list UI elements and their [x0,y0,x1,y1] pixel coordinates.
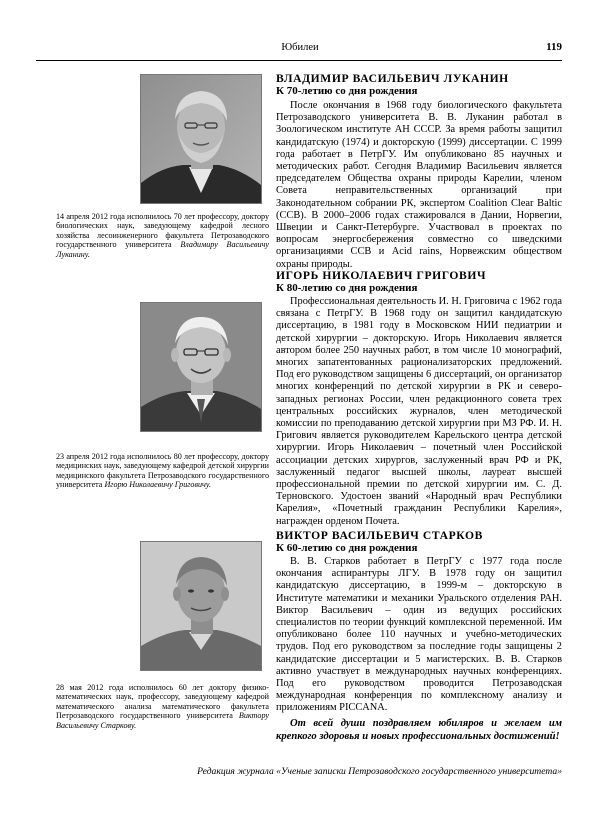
caption-honoree-name: Виктору Васильевичу Старкову. [56,711,269,730]
anniversary-subtitle: К 80-летию со дня рождения [276,282,418,294]
article-body: В. В. Старков работает в ПетрГУ с 1977 года после окончания аспирантуры ЛГУ. В 1978 году он защитил кандидатскую диссертацию, в 1999-м – докторскую в Институте математики и механики Уральского отделения РАН. Виктор Васильевич – один из ведущих российских специалистов по теории функций комплексной переменной. Им опубликовано более 110 научных и учебно-методических трудов. Под его руководством за последние годы защищены 2 кандидатские диссертации и 5 магистерских. В. В. Старков активно участвует в международных научных конференциях. Под его руководством проводится Петрозаводская международная конференция по комплексному анализу и приложениям PICCANA. [276,556,562,714]
page-number: 119 [546,41,562,53]
anniversary-subtitle: К 70-летию со дня рождения [276,85,418,97]
caption-text: 14 апреля 2012 года исполнилось 70 лет профессору, доктору биологических наук, заведующему кафедрой лесного хозяйства лесоинженерного факультета Петрозаводского государственного университета [56,212,269,250]
portrait-photo-lukanin [140,74,262,204]
editorial-signature: Редакция журнала «Ученые записки Петрозаводского государственного университета» [197,766,562,777]
honoree-name: ВИКТОР ВАСИЛЬЕВИЧ СТАРКОВ [276,529,483,542]
portrait-photo-starkov [140,541,262,671]
closing-greeting: От всей души поздравляем юбиляров и желаем им крепкого здоровья и новых профессиональных достижений! [276,718,562,742]
running-header-title: Юбилеи [281,42,319,53]
header-divider [36,60,562,61]
caption-text: 28 мая 2012 года исполнилось 60 лет доктору физико-математических наук, профессору, заведующему кафедрой математического анализа математического факультета Петрозаводского государственного университета [56,683,269,721]
article-body: Профессиональная деятельность И. Н. Григовича с 1962 года связана с ПетрГУ. В 1968 году он защитил кандидатскую диссертацию, в 1981 году в Московском НИИ педиатрии и детской хирургии – докторскую. Игорь Николаевич является автором более 250 научных работ, в том числе 10 монографий, многих запатентованных рационализаторских предложений. Под его руководством защищены 6 диссертаций, он организатор многих конференций по детской хирургии в РК и северо-западных регионах России, член редакционного совета трех центральных российских журналов, член методической комиссии по преподаванию детской хирургии при МЗ РФ. И. Н. Григович является руководителем Карельского центра детской хирургии. Игорь Николаевич – почетный член Российской ассоциации детских хирургов, заслуженный врач РФ и РК, заслуженный педагог высшей школы, лауреат высшей профессиональной премии по детской хирургии им. С. Д. Терновского. Удостоен званий «Народный врач Республики Карелия», «Почетный гражданин Республики Карелия», награжден орденом Почета. [276,296,562,527]
portrait-photo-grigovich [140,302,262,432]
honoree-name: ВЛАДИМИР ВАСИЛЬЕВИЧ ЛУКАНИН [276,72,509,85]
article-body: После окончания в 1968 году биологического факультета Петрозаводского университета В. В. Луканин работал в Зоологическом институте АН СССР. За время работы защитил кандидатскую (1974) и докторскую (1999) диссертации. С 1999 года работает в ПетрГУ. Им опубликовано 85 научных и методических работ. Сегодня Владимир Васильевич является председателем Общества охраны природы Карелии, членом Совета неправительственных организаций при Законодательном собрании РК, экспертом Coalition Clear Baltic (CCB). В 2000–2006 годах стажировался в Дании, Норвегии, Швеции и Санкт-Петербурге. Участвовал в проектах по вопросам энергосбережения совместно со шведскими организациями CCB и Acid rains, Норвежским обществом охраны природы. [276,100,562,270]
honoree-name: ИГОРЬ НИКОЛАЕВИЧ ГРИГОВИЧ [276,269,487,282]
photo-caption [56,212,269,259]
caption-honoree-name: Игорю Николаевичу Григовичу. [104,480,211,490]
anniversary-subtitle: К 60-летию со дня рождения [276,542,418,554]
caption-honoree-name: Владимиру Васильевичу Луканину. [56,240,269,259]
caption-text: 23 апреля 2012 года исполнилось 80 лет профессору, доктору медицинских наук, заведующему кафедрой детской хирургии медицинского факультета Петрозаводского государственного университета [56,452,269,490]
photo-caption [56,452,269,490]
photo-caption [56,683,269,730]
